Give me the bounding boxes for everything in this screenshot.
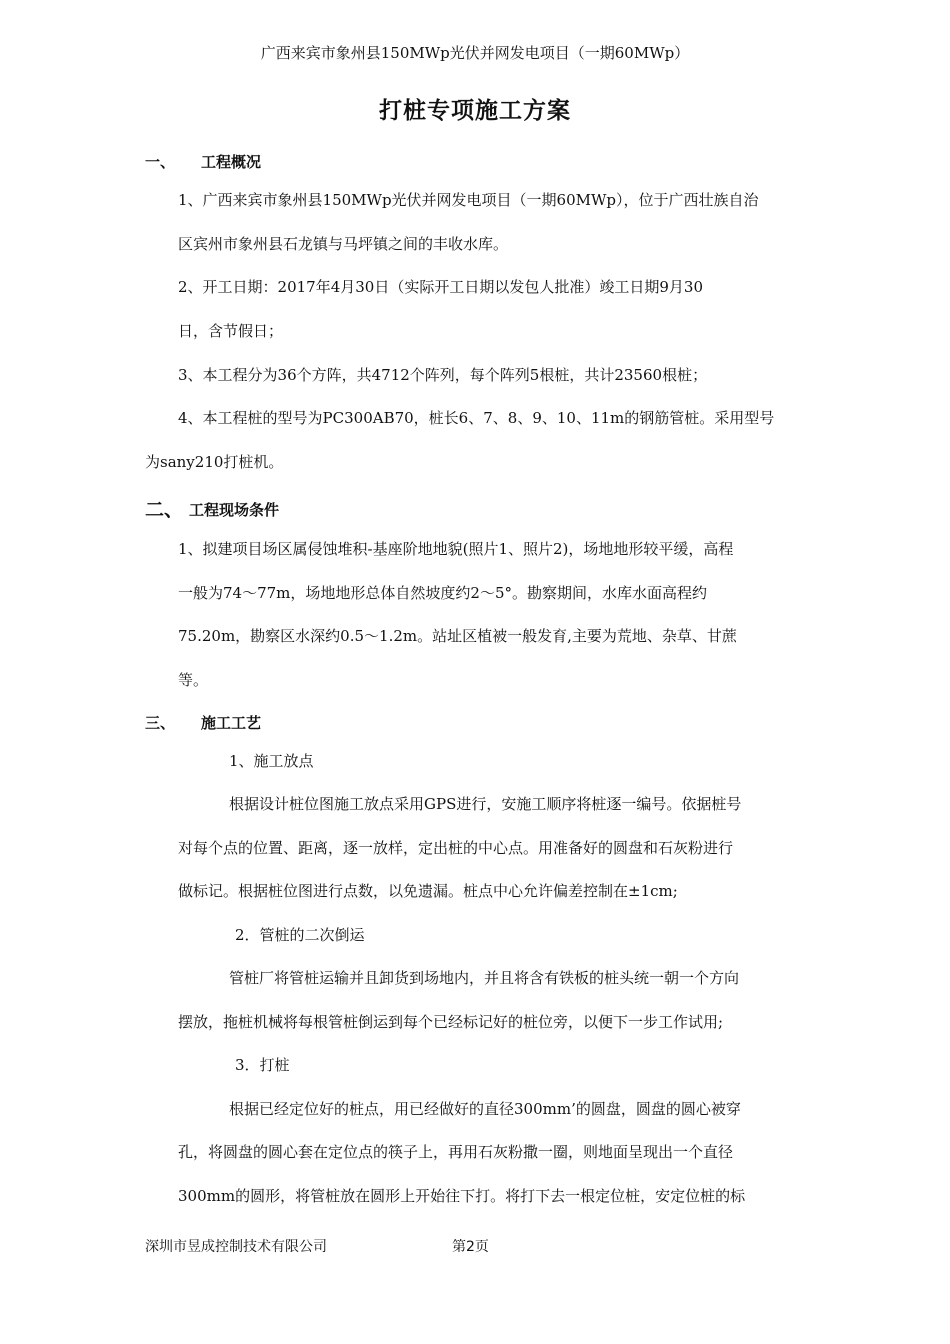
paragraph-line: 为sany210打桩机。	[145, 453, 284, 471]
paragraph-line: 日，含节假日；	[178, 322, 284, 340]
subsection-heading: 2．管桩的二次倒运	[235, 926, 365, 944]
paragraph-line: 75.20m，勘察区水深约0.5～1.2m。站址区植被一般发育,主要为荒地、杂草、甘蔗	[178, 627, 737, 645]
section-1-heading: 工程概况	[201, 153, 262, 171]
paragraph-line: 孔，将圆盘的圆心套在定位点的筷子上，再用石灰粉撒一圈，则地面呈现出一个直径	[178, 1143, 734, 1161]
paragraph-line: 一般为74～77m，场地地形总体自然坡度约2～5°。勘察期间，水库水面高程约	[178, 584, 707, 602]
paragraph-line: 管桩厂将管桩运输并且卸货到场地内，并且将含有铁板的桩头统一朝一个方向	[229, 969, 740, 987]
section-1-number: 一、	[145, 153, 176, 171]
footer-page-number: 第2页	[452, 1239, 489, 1255]
section-2-number: 二、	[145, 499, 184, 521]
paragraph-line: 3、本工程分为36个方阵，共4712个阵列，每个阵列5根桩，共计23560根桩；	[178, 366, 708, 384]
paragraph-line: 根据设计桩位图施工放点采用GPS进行，安施工顺序将桩逐一编号。依据桩号	[229, 795, 742, 813]
paragraph-line: 根据已经定位好的桩点，用已经做好的直径300mm’的圆盘，圆盘的圆心被穿	[229, 1100, 741, 1118]
paragraph-line: 1、拟建项目场区属侵蚀堆积-基座阶地地貌(照片1、照片2)，场地地形较平缓，高程	[178, 540, 734, 558]
paragraph-line: 2、开工日期：2017年4月30日（实际开工日期以发包人批准）竣工日期9月30	[178, 278, 703, 296]
document-title: 打桩专项施工方案	[379, 97, 571, 124]
subsection-heading: 1、施工放点	[229, 752, 314, 770]
paragraph-line: 摆放，拖桩机械将每根管桩倒运到每个已经标记好的桩位旁，以便下一步工作试用;	[178, 1013, 724, 1031]
paragraph-line: 300mm的圆形，将管桩放在圆形上开始往下打。将打下去一根定位桩，安定位桩的标	[178, 1187, 746, 1205]
paragraph-line: 1、广西来宾市象州县150MWp光伏并网发电项目（一期60MWp），位于广西壮族自治	[178, 191, 759, 209]
section-3-number: 三、	[145, 714, 176, 732]
paragraph-line: 等。	[178, 671, 209, 689]
footer-company: 深圳市昱成控制技术有限公司	[145, 1239, 327, 1255]
paragraph-line: 区宾州市象州县石龙镇与马坪镇之间的丰收水库。	[178, 235, 509, 253]
section-3-heading: 施工工艺	[201, 714, 262, 732]
paragraph-line: 做标记。根据桩位图进行点数，以免遗漏。桩点中心允许偏差控制在±1cm;	[178, 882, 678, 900]
paragraph-line: 对每个点的位置、距离，逐一放样，定出桩的中心点。用准备好的圆盘和石灰粉进行	[178, 839, 734, 857]
running-header: 广西来宾市象州县150MWp光伏并网发电项目（一期60MWp）	[260, 44, 690, 62]
subsection-heading: 3．打桩	[235, 1056, 290, 1074]
section-2-heading: 工程现场条件	[189, 501, 280, 519]
paragraph-line: 4、本工程桩的型号为PC300AB70，桩长6、7、8、9、10、11m的钢筋管桩。采用型号	[178, 409, 775, 427]
